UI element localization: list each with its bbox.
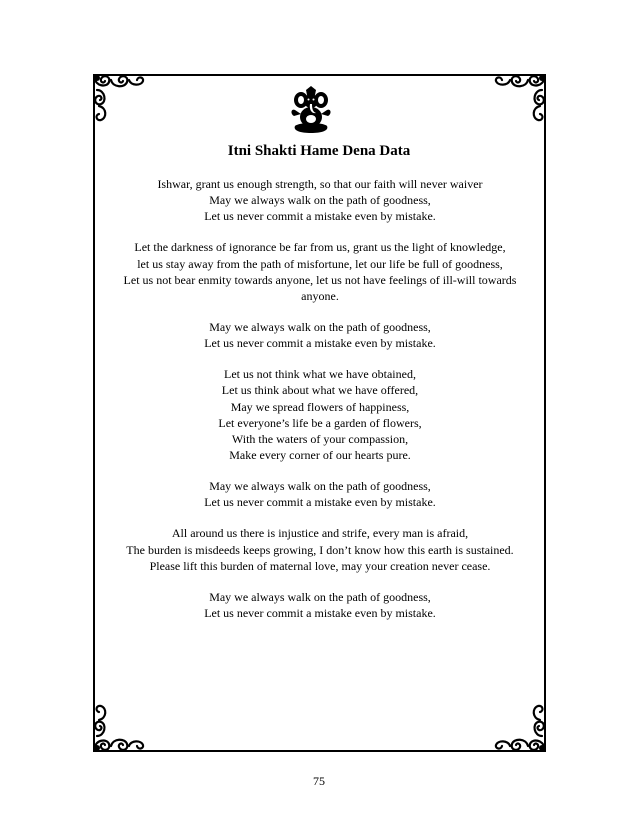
refrain-stanza [100, 589, 540, 621]
verse-line: May we always walk on the path of goodness, [209, 320, 431, 335]
verse-line: All around us there is injustice and strife, every man is afraid, [171, 526, 469, 541]
verse-line: May we always walk on the path of goodness, [209, 479, 431, 494]
verse-line: Let us never commit a mistake even by mistake. [204, 606, 436, 621]
top-right-swirl-ornament-icon [490, 72, 548, 124]
verse-line: Let us not think what we have obtained, [224, 367, 416, 382]
verse-line: With the waters of your compassion, [231, 432, 409, 447]
verse-line: Let everyone’s life be a garden of flowers, [218, 415, 422, 430]
stanza [100, 239, 540, 304]
stanza [100, 366, 540, 463]
verse-line: The burden is misdeeds keeps growing, I don’t know how this earth is sustained. [126, 542, 514, 557]
verse-line: May we always walk on the path of goodness, [209, 589, 431, 604]
verse-line: Let us think about what we have offered, [221, 383, 419, 398]
bottom-right-swirl-ornament-icon [490, 702, 548, 754]
verse-line: Make every corner of our hearts pure. [229, 448, 411, 463]
ganesha-icon [289, 86, 333, 134]
verse-line: May we always walk on the path of goodness, [209, 193, 431, 208]
verse-line: anyone. [301, 289, 339, 304]
stanza [100, 525, 540, 574]
verse-line: let us stay away from the path of misfortune, let our life be full of goodness, [137, 256, 503, 271]
hymn-text [100, 176, 540, 636]
refrain-stanza [100, 319, 540, 351]
stanza [100, 176, 540, 225]
verse-line: Let us never commit a mistake even by mistake. [204, 495, 436, 510]
verse-line: Ishwar, grant us enough strength, so that our faith will never waiver [157, 177, 483, 191]
verse-line: Let the darkness of ignorance be far from us, grant us the light of knowledge, [134, 240, 506, 255]
top-left-swirl-ornament-icon [91, 72, 149, 124]
verse-line: May we spread flowers of happiness, [230, 399, 410, 414]
verse-line: Let us not bear enmity towards anyone, let us not have feelings of ill-will towards [123, 272, 517, 287]
bottom-left-swirl-ornament-icon [91, 702, 149, 754]
page-number: 75 [313, 774, 325, 788]
verse-line: Please lift this burden of maternal love, may your creation never cease. [149, 558, 491, 573]
verse-line: Let us never commit a mistake even by mistake. [204, 336, 436, 351]
verse-line: Let us never commit a mistake even by mistake. [204, 209, 436, 224]
refrain-stanza [100, 478, 540, 510]
page-title: Itni Shakti Hame Dena Data [227, 143, 411, 159]
